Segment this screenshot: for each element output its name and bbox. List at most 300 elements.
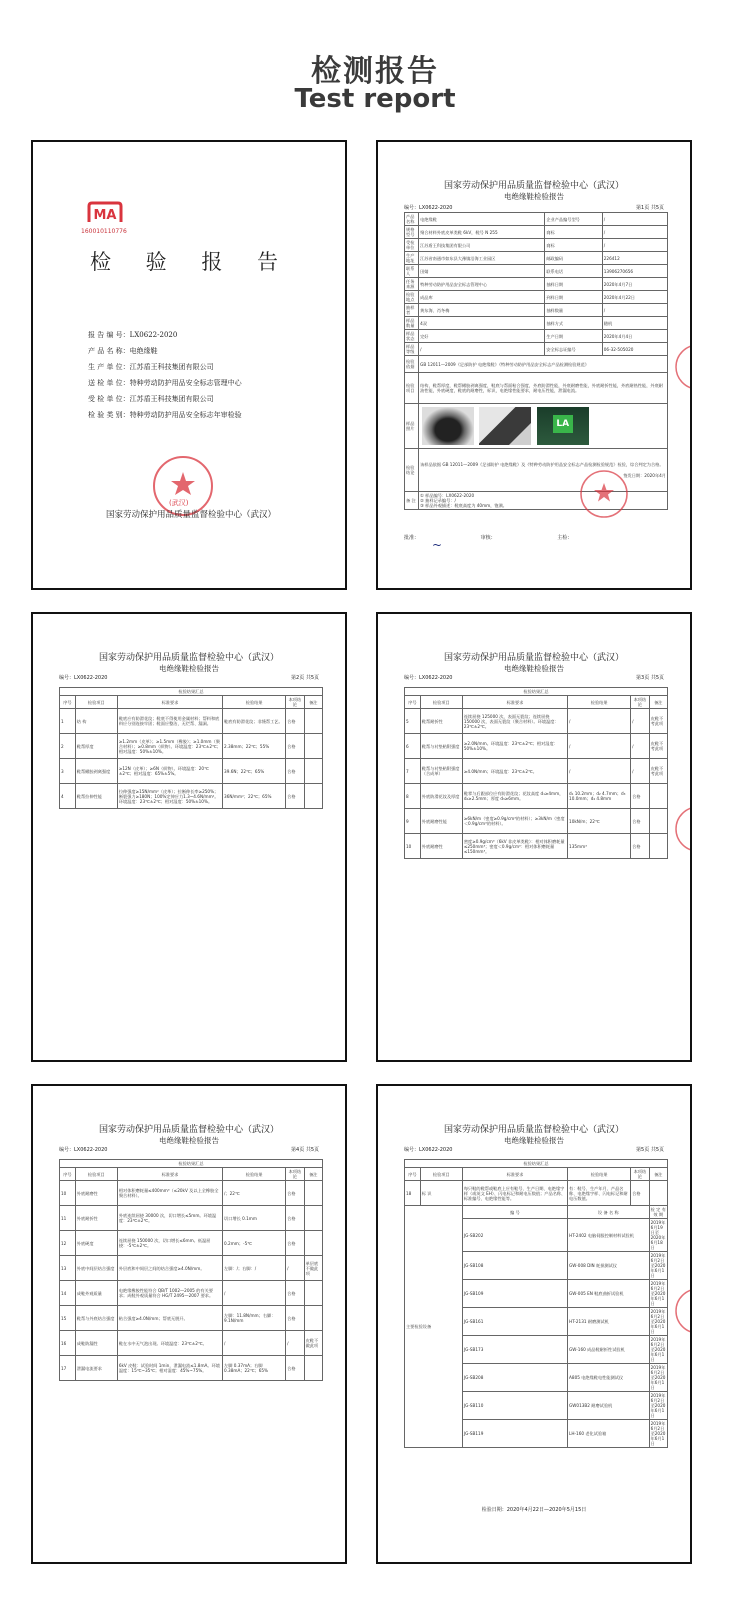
table-cell: 7 bbox=[405, 759, 421, 784]
table-cell: 左脚 0.37mA；右脚 0.38mA；22℃；65% bbox=[223, 1356, 286, 1381]
section-row bbox=[405, 688, 668, 696]
info-value: / bbox=[602, 304, 667, 317]
info-row bbox=[405, 265, 668, 278]
equip-id: JG-SB161 bbox=[462, 1308, 567, 1336]
table-cell: 0.2mm；-5℃ bbox=[223, 1231, 286, 1256]
equip-validity: 2019年6月2日至2020年6月1日 bbox=[649, 1336, 667, 1364]
equip-column-header: 编 号 bbox=[462, 1206, 567, 1219]
equip-name: HT-2131 耐磨测试机 bbox=[568, 1308, 650, 1336]
table-cell: ≥6kN/m（密度≥0.9g/cm³的材料）；≥3kN/m（密度＜0.9g/cm³的材料）。 bbox=[462, 809, 567, 834]
table-cell: 外底耐磨性 bbox=[420, 834, 462, 859]
equip-id: JG-SB202 bbox=[462, 1219, 567, 1252]
seal-text: (武汉) bbox=[169, 499, 189, 507]
signers bbox=[404, 534, 664, 541]
report-no: 编号：LX0622-2020 bbox=[404, 205, 453, 211]
table-cell: /；22℃ bbox=[223, 1181, 286, 1206]
info-label: 抽样者 bbox=[405, 304, 419, 317]
table-cell: 4 bbox=[60, 784, 76, 809]
report-meta bbox=[59, 1146, 319, 1155]
table-cell: 拉伸强度≥15N/mm²（皮革）；拉断伸长率≥250%；断裂强力≥180N；100%定伸应力1.3~4.6N/mm²。环境温度：23℃±2℃；相对湿度：50%±10%。 bbox=[117, 784, 222, 809]
table-cell: 鞋帮与衬垫粘附强度 bbox=[420, 734, 462, 759]
report-no: 编号：LX0622-2020 bbox=[59, 1147, 108, 1153]
equip-name: GW013B2 耐磨试验机 bbox=[568, 1392, 650, 1420]
info-row bbox=[405, 291, 668, 304]
info-label: 抽样日期 bbox=[545, 278, 602, 291]
table-cell: 鞋底有防滑花纹；非缝帮工艺。 bbox=[223, 709, 286, 734]
info-value: 2020年4月4日 bbox=[602, 330, 667, 343]
table-cell: 鞋掌与后跟部位应有防滑花纹；花纹高度 d₁≥4mm，d₂≥2.5mm；厚度 d₃≥6mm。 bbox=[462, 784, 567, 809]
report-meta bbox=[404, 1146, 664, 1155]
report-page-2 bbox=[31, 612, 347, 1062]
table-row bbox=[60, 1331, 323, 1356]
table-row bbox=[60, 759, 323, 784]
table-cell bbox=[304, 759, 322, 784]
conclusion-cell bbox=[419, 449, 668, 492]
info-label: 抽样数量 bbox=[545, 304, 602, 317]
table-cell: 连续屈挠 125000 次，表面无裂纹；连续屈挠 150000 次，表面无裂纹（聚合材料）。环境温度：23℃±2℃。 bbox=[462, 709, 567, 734]
table-cell bbox=[304, 1356, 322, 1381]
results-table bbox=[59, 1159, 323, 1381]
column-header: 备注 bbox=[304, 1168, 322, 1181]
report-org: 国家劳动保护用品质量监督检验中心（武汉） bbox=[443, 181, 624, 191]
test-date: 检验日期：2020年4月22日—2020年5月15日 bbox=[481, 1507, 587, 1513]
table-cell: ≥2.0N/mm。环境温度：23℃±2℃；相对湿度：50%±10%。 bbox=[462, 734, 567, 759]
results-table bbox=[59, 687, 323, 809]
cover-title: 检 验 报 告 bbox=[89, 250, 293, 274]
equip-id: JG-SB119 bbox=[462, 1420, 567, 1448]
info-value: 随机 bbox=[602, 317, 667, 330]
table-row bbox=[405, 759, 668, 784]
cover-field: 检 验 类 别：特种劳动防护用品安全标志年审检验 bbox=[88, 411, 242, 419]
table-cell: 鞋帮橄胶剥离强度 bbox=[75, 759, 117, 784]
basis-text: GB 12011—2009《足部防护 电绝缘鞋》《特种劳动防护用品安全标志产品检测检验规范》 bbox=[419, 356, 668, 373]
cover-org: 国家劳动保护用品质量监督检验中心（武汉） bbox=[105, 510, 276, 520]
table-cell: 合格 bbox=[631, 784, 649, 809]
section-row bbox=[405, 1160, 668, 1168]
section-row bbox=[60, 688, 323, 696]
equip-name: GW-160 成品鞋耐折性试验机 bbox=[568, 1336, 650, 1364]
info-value: 江苏省南通市如东县大豫镇沿海工业园区 bbox=[419, 252, 545, 265]
info-row bbox=[405, 278, 668, 291]
equip-name: A805 电绝缘鞋电性能测试仪 bbox=[568, 1364, 650, 1392]
table-row bbox=[60, 1206, 323, 1231]
cover-fields bbox=[88, 327, 242, 423]
inspection-stamp-icon bbox=[578, 468, 630, 520]
table-cell: 8 bbox=[405, 784, 421, 809]
info-row bbox=[405, 213, 668, 226]
table-cell: 鞋帮耐折性 bbox=[420, 709, 462, 734]
info-value: / bbox=[602, 239, 667, 252]
signature: ~ bbox=[432, 538, 443, 552]
la-logo: LA bbox=[553, 415, 573, 433]
report-subtitle: 电绝缘鞋检验报告 bbox=[504, 192, 564, 201]
header-row bbox=[405, 696, 668, 709]
info-row bbox=[405, 317, 668, 330]
column-header: 备注 bbox=[649, 1168, 667, 1181]
info-row bbox=[405, 343, 668, 356]
equip-id: JG-SB110 bbox=[462, 1392, 567, 1420]
remark-line: ② 抽样记录编号：/ bbox=[420, 498, 456, 503]
info-value: 江苏盾王科技集团有限公司 bbox=[419, 239, 545, 252]
report-page-1 bbox=[376, 140, 692, 590]
table-row bbox=[60, 709, 323, 734]
column-header: 检验项目 bbox=[420, 696, 462, 709]
table-cell: 鞋帮与外底结合强度 bbox=[75, 1306, 117, 1331]
results-table bbox=[404, 1159, 668, 1448]
table-row bbox=[60, 1231, 323, 1256]
info-label: 商标 bbox=[545, 239, 602, 252]
info-label: 受检单位 bbox=[405, 239, 419, 252]
equip-id: JG-SB208 bbox=[462, 1364, 567, 1392]
table-cell: 密度≥0.9g/cm³（6kV 非皮革类鞋）：相对体积磨耗量≤250mm³；密度＜0.9g/cm³：相对体积磨耗量≤150mm³。 bbox=[462, 834, 567, 859]
equip-id: JG-SB173 bbox=[462, 1336, 567, 1364]
report-subtitle: 电绝缘鞋检验报告 bbox=[504, 664, 564, 673]
svg-text:MA: MA bbox=[93, 208, 117, 223]
equip-validity: 2019年6月2日至2020年6月1日 bbox=[649, 1364, 667, 1392]
column-header: 检验项目 bbox=[420, 1168, 462, 1181]
table-cell: 11 bbox=[60, 1206, 76, 1231]
equip-name: GW-008 DIN 耗损测试仪 bbox=[568, 1252, 650, 1280]
report-org: 国家劳动保护用品质量监督检验中心（武汉） bbox=[98, 653, 279, 663]
info-label: 联系电话 bbox=[545, 265, 602, 278]
signer-review: 审核： bbox=[480, 535, 496, 541]
info-label: 样品等级 bbox=[405, 343, 419, 356]
table-cell bbox=[304, 709, 322, 734]
table-cell: 外底防滑花纹及厚度 bbox=[420, 784, 462, 809]
table-row bbox=[60, 784, 323, 809]
table-cell: 鞋底应有防滑花纹；鞋底不得使用金属材料；帮料和底料应分别连接牢固；鞋面应整洁，无烂帮、漏洞。 bbox=[117, 709, 222, 734]
column-header: 本项结论 bbox=[631, 1168, 649, 1181]
column-header: 检验结果 bbox=[568, 696, 631, 709]
table-cell: 合格 bbox=[286, 1281, 304, 1306]
table-row bbox=[60, 1281, 323, 1306]
info-value: 2020年4月22日 bbox=[602, 291, 667, 304]
table-cell: 合格 bbox=[631, 1181, 649, 1206]
table-cell bbox=[649, 1181, 667, 1206]
remark-cell bbox=[419, 492, 668, 510]
info-value: 聚合材料外底皮革类鞋 6kV，鞋号 N 255 bbox=[419, 226, 545, 239]
table-cell: / bbox=[631, 734, 649, 759]
column-header: 检验结果 bbox=[568, 1168, 631, 1181]
column-header: 备注 bbox=[304, 696, 322, 709]
table-cell: 合格 bbox=[286, 759, 304, 784]
table-cell: 合格 bbox=[286, 1306, 304, 1331]
table-cell: 成鞋外观质量 bbox=[75, 1281, 117, 1306]
table-cell: 鞋帮拉伸性能 bbox=[75, 784, 117, 809]
table-cell: 外底硬度 bbox=[75, 1231, 117, 1256]
equip-id: JG-SB109 bbox=[462, 1280, 567, 1308]
table-cell: 合格 bbox=[286, 1181, 304, 1206]
info-value: 特种劳动防护用品安全标志管理中心 bbox=[419, 278, 545, 291]
equip-label: 主要检验设备 bbox=[405, 1206, 463, 1448]
results-table bbox=[404, 687, 668, 859]
column-header: 序号 bbox=[60, 696, 76, 709]
report-meta bbox=[59, 674, 319, 683]
table-cell: 皮鞋不考此项 bbox=[649, 734, 667, 759]
column-header: 检验项目 bbox=[75, 696, 117, 709]
table-cell: / bbox=[568, 709, 631, 734]
table-cell: 5 bbox=[405, 709, 421, 734]
info-label: 规格型号 bbox=[405, 226, 419, 239]
column-header: 检验结果 bbox=[223, 1168, 286, 1181]
equip-validity: 2019年6月19日至2020年6月18日 bbox=[649, 1219, 667, 1252]
info-label: 样品状态 bbox=[405, 330, 419, 343]
table-cell: 39.6N；22℃；65% bbox=[223, 759, 286, 784]
table-row bbox=[60, 734, 323, 759]
header-row bbox=[405, 1168, 668, 1181]
info-value: 13906270656 bbox=[602, 265, 667, 278]
table-cell: 电绝缘橡胶性能符合 QB/T 1002—2005 的有关要求；成鞋外观质量符合 HG/T 2495—2007 要求。 bbox=[117, 1281, 222, 1306]
info-row bbox=[405, 304, 668, 317]
info-label: 商标 bbox=[545, 226, 602, 239]
info-table bbox=[404, 212, 668, 510]
report-org: 国家劳动保护用品质量监督检验中心（武汉） bbox=[98, 1125, 279, 1135]
table-cell: 泄漏电流要求 bbox=[75, 1356, 117, 1381]
report-subtitle: 电绝缘鞋检验报告 bbox=[504, 1136, 564, 1145]
report-page-4 bbox=[31, 1084, 347, 1564]
equip-column-header: 检 定 有 效 期 bbox=[650, 1207, 666, 1217]
table-cell: 36N/mm²；22℃；65% bbox=[223, 784, 286, 809]
table-cell: 有：鞋号、生产年月、产品名称、电绝缘字样、闪电标记和耐电压数值。 bbox=[568, 1181, 631, 1206]
table-cell: 135mm³ bbox=[568, 834, 631, 859]
table-cell: 6kV 皮鞋：试验时间 1min，泄漏电流≤1.8mA。环境温度：15℃~35℃；相对湿度：45%~75%。 bbox=[117, 1356, 222, 1381]
table-row bbox=[405, 809, 668, 834]
equip-column-header: 设 备 名 称 bbox=[568, 1206, 650, 1219]
table-cell: / bbox=[568, 734, 631, 759]
signer-main: 主检： bbox=[557, 535, 573, 541]
remark-label: 备 注 bbox=[405, 492, 419, 510]
sole-photo bbox=[479, 407, 531, 445]
table-cell: / bbox=[286, 1256, 304, 1281]
table-cell: / bbox=[223, 1281, 286, 1306]
table-cell: ≥4.0N/mm；环境温度：23℃±2℃。 bbox=[462, 759, 567, 784]
table-cell: 合格 bbox=[286, 784, 304, 809]
table-cell: 外底耐折性 bbox=[75, 1206, 117, 1231]
column-header: 检验项目 bbox=[75, 1168, 117, 1181]
column-header: 标准要求 bbox=[462, 696, 567, 709]
page-no: 第2页 共5页 bbox=[291, 675, 319, 681]
table-cell bbox=[304, 734, 322, 759]
items-text: 结构，鞋帮厚度，鞋帮橄胶剥离强度，鞋底与帮面粘合强度，外底防滑性能，外底耐磨性能，外底耐折性能，外底耐热性能，外底耐油性能，外底硬度，鞋底的耐磨性，标识，电绝缘性能要求，耐电压性能，泄漏电流。 bbox=[419, 373, 668, 404]
label-photo bbox=[537, 407, 589, 445]
info-label: 产品名称 bbox=[405, 213, 419, 226]
table-cell bbox=[649, 784, 667, 809]
info-value: 成品库 bbox=[419, 291, 545, 304]
info-row bbox=[405, 239, 668, 252]
report-org: 国家劳动保护用品质量监督检验中心（武汉） bbox=[443, 653, 624, 663]
table-cell: 外层底和中间层之间的结合强度≥4.0N/mm。 bbox=[117, 1256, 222, 1281]
table-cell: 外底连续屈挠 30000 次，切口增长≤5mm。环境温度：23℃±2℃。 bbox=[117, 1206, 222, 1231]
info-value: 完好 bbox=[419, 330, 545, 343]
info-label: 安全标志证编号 bbox=[545, 343, 602, 356]
column-header: 序号 bbox=[405, 696, 421, 709]
table-cell: 结 构 bbox=[75, 709, 117, 734]
info-value: 电绝缘鞋 bbox=[419, 213, 545, 226]
equip-name: HT-2402 电脑伺服控制材料试验机 bbox=[568, 1219, 650, 1252]
cover-field: 报 告 编 号：LX0622-2020 bbox=[88, 331, 178, 339]
table-cell: 6 bbox=[405, 734, 421, 759]
info-label: 生产地址 bbox=[405, 252, 419, 265]
table-cell: / bbox=[631, 759, 649, 784]
table-cell: 3 bbox=[60, 759, 76, 784]
table-cell: 每只鞋的鞋帮或鞋底上应有鞋号、生产日期、电绝缘字样（或英文 EH）、闪电标记和耐电压数值；产品名称、标准编号、电绝缘性能等。 bbox=[462, 1181, 567, 1206]
column-header: 标准要求 bbox=[117, 696, 222, 709]
table-cell: ≥1.2mm（皮革）；≥1.5mm（橡胶）；≥1.0mm（聚合材料）；≥0.8mm（织物）。环境温度：23℃±2℃；相对湿度：50%±10%。 bbox=[117, 734, 222, 759]
equip-validity: 2019年6月2日至2020年6月1日 bbox=[649, 1308, 667, 1336]
column-header: 序号 bbox=[60, 1168, 76, 1181]
info-value: / bbox=[419, 343, 545, 356]
section-title: 检验结果汇总 bbox=[60, 1160, 323, 1168]
section-row bbox=[60, 1160, 323, 1168]
table-cell: 2 bbox=[60, 734, 76, 759]
report-page-5 bbox=[376, 1084, 692, 1564]
table-cell bbox=[304, 1306, 322, 1331]
table-cell: 鞋在水中无气泡出现。环境温度：23℃±2℃。 bbox=[117, 1331, 222, 1356]
equip-validity: 2019年6月2日至2020年6月1日 bbox=[649, 1252, 667, 1280]
table-cell bbox=[304, 784, 322, 809]
info-label: 生产日期 bbox=[545, 330, 602, 343]
table-row bbox=[405, 709, 668, 734]
section-title: 检验结果汇总 bbox=[405, 1160, 668, 1168]
equip-validity: 2019年6月2日至2020年6月1日 bbox=[649, 1280, 667, 1308]
equip-name: GW-005 EN 鞋底曲折试验机 bbox=[568, 1280, 650, 1308]
report-subtitle: 电绝缘鞋检验报告 bbox=[159, 664, 219, 673]
table-cell: 9 bbox=[405, 809, 421, 834]
cma-mark-icon bbox=[85, 200, 125, 226]
table-cell: 2.38mm；22℃；55% bbox=[223, 734, 286, 759]
header-row bbox=[60, 1168, 323, 1181]
table-cell: 连续屈挠 150000 次，切口增长≤6mm。低温屈挠：-5℃±2℃。 bbox=[117, 1231, 222, 1256]
table-row bbox=[60, 1356, 323, 1381]
info-label: 抽样方式 bbox=[545, 317, 602, 330]
table-cell: 合格 bbox=[286, 1356, 304, 1381]
info-value: / bbox=[602, 213, 667, 226]
column-header: 备注 bbox=[649, 696, 667, 709]
table-cell: 16 bbox=[60, 1331, 76, 1356]
table-cell: / bbox=[568, 759, 631, 784]
table-cell: 外底耐磨性能 bbox=[420, 809, 462, 834]
report-meta bbox=[404, 674, 664, 683]
table-cell: 合格 bbox=[286, 1231, 304, 1256]
table-cell bbox=[649, 809, 667, 834]
info-value: 黄东海、肖冬梅 bbox=[419, 304, 545, 317]
table-cell: 12 bbox=[60, 1231, 76, 1256]
table-cell: 切口增长 0.1mm bbox=[223, 1206, 286, 1231]
page-title-cn: 检测报告 bbox=[311, 54, 439, 89]
table-cell: 17 bbox=[60, 1356, 76, 1381]
table-cell: / bbox=[223, 1331, 286, 1356]
column-header: 序号 bbox=[405, 1168, 421, 1181]
info-label: 企业产品编号型号 bbox=[545, 213, 602, 226]
photos-label: 样品照片 bbox=[405, 404, 419, 449]
table-cell: 外底中间层结合强度 bbox=[75, 1256, 117, 1281]
section-title: 检验结果汇总 bbox=[60, 688, 323, 696]
table-row bbox=[405, 834, 668, 859]
remark-line: ① 样品编号：LX0622-2020 bbox=[420, 493, 475, 498]
cma-number: 160010110776 bbox=[81, 228, 127, 235]
cover-sheet bbox=[31, 140, 347, 590]
table-cell: 皮鞋不考此项 bbox=[649, 759, 667, 784]
column-header: 本项结论 bbox=[631, 696, 649, 709]
edge-stamp-icon bbox=[674, 342, 692, 392]
table-cell: 左脚：11.8N/mm；右脚：9.1N/mm bbox=[223, 1306, 286, 1331]
equip-id: JG-SB108 bbox=[462, 1252, 567, 1280]
table-cell bbox=[304, 1181, 322, 1206]
issue-date: 签发日期：2020年4月 bbox=[623, 473, 666, 478]
table-row bbox=[405, 1181, 668, 1206]
table-cell: 14 bbox=[60, 1281, 76, 1306]
report-no: 编号：LX0622-2020 bbox=[59, 675, 108, 681]
table-cell: 外底耐磨性 bbox=[75, 1181, 117, 1206]
info-value: 田婧 bbox=[419, 265, 545, 278]
report-subtitle: 电绝缘鞋检验报告 bbox=[159, 1136, 219, 1145]
table-cell: 鞋帮与衬垫粘附强度（合成革） bbox=[420, 759, 462, 784]
report-no: 编号：LX0622-2020 bbox=[404, 1147, 453, 1153]
info-label: 检验地点 bbox=[405, 291, 419, 304]
table-cell: 合格 bbox=[286, 709, 304, 734]
conclusion-label: 检验结论 bbox=[405, 449, 419, 492]
equip-validity: 2019年6月2日至2020年6月1日 bbox=[649, 1392, 667, 1420]
info-label: 邮政编码 bbox=[545, 252, 602, 265]
table-cell bbox=[304, 1281, 322, 1306]
remark-line: ③ 样品外观描述：鞋底高度为 40mm，饱满。 bbox=[420, 503, 507, 508]
table-cell: / bbox=[631, 709, 649, 734]
column-header: 标准要求 bbox=[462, 1168, 567, 1181]
report-page-3 bbox=[376, 612, 692, 1062]
table-row bbox=[60, 1306, 323, 1331]
column-header: 本项结论 bbox=[286, 1168, 304, 1181]
table-cell: 左脚：/；右脚：/ bbox=[223, 1256, 286, 1281]
info-row bbox=[405, 252, 668, 265]
info-row bbox=[405, 330, 668, 343]
cover-field: 受 检 单 位：江苏盾王科技集团有限公司 bbox=[88, 395, 214, 403]
info-value: 4双 bbox=[419, 317, 545, 330]
cover-field: 产 品 名 称：电绝缘鞋 bbox=[88, 347, 158, 355]
info-label: 到样日期 bbox=[545, 291, 602, 304]
table-row bbox=[60, 1181, 323, 1206]
header-row bbox=[60, 696, 323, 709]
equip-name: LH-160 老化试验箱 bbox=[568, 1420, 650, 1448]
table-cell: 粘合强度≥4.0N/mm；帮底无脱开。 bbox=[117, 1306, 222, 1331]
edge-stamp-icon bbox=[674, 1286, 692, 1336]
table-cell: 合格 bbox=[286, 1206, 304, 1231]
column-header: 标准要求 bbox=[117, 1168, 222, 1181]
page-no: 第3页 共5页 bbox=[636, 675, 664, 681]
table-cell bbox=[304, 1231, 322, 1256]
table-cell: 皮鞋不考此项 bbox=[649, 709, 667, 734]
table-cell: 成鞋防漏性 bbox=[75, 1331, 117, 1356]
page-title-en: Test report bbox=[294, 84, 456, 114]
table-row bbox=[405, 784, 668, 809]
column-header: 检验结果 bbox=[223, 696, 286, 709]
table-cell: 相对体积磨耗量≤400mm³（≤20kV 及以上全橡胶全聚合材料）。 bbox=[117, 1181, 222, 1206]
info-value: 06-32-505020 bbox=[602, 343, 667, 356]
equip-validity: 2019年6月2日至2020年6月1日 bbox=[649, 1420, 667, 1448]
table-cell: 15 bbox=[60, 1306, 76, 1331]
conclusion-text: 该样品依据 GB 12011—2009《足部防护 电绝缘鞋》及《特种劳动防护用品安全标志产品检测检验规范》检验，综合判定为合格。 bbox=[420, 462, 664, 467]
info-label: 任务来源 bbox=[405, 278, 419, 291]
table-cell: 合格 bbox=[631, 834, 649, 859]
table-cell: / bbox=[286, 1331, 304, 1356]
table-cell: 10kN/m；22℃ bbox=[568, 809, 631, 834]
info-value: / bbox=[602, 226, 667, 239]
table-cell: 13 bbox=[60, 1256, 76, 1281]
table-cell: 1 bbox=[60, 709, 76, 734]
edge-stamp-icon bbox=[674, 804, 692, 854]
table-cell: ≥12N（皮革）；≥6N（织物）。环境温度：20℃±2℃；相对湿度：65%±5%。 bbox=[117, 759, 222, 784]
info-label: 联系人 bbox=[405, 265, 419, 278]
info-row bbox=[405, 226, 668, 239]
